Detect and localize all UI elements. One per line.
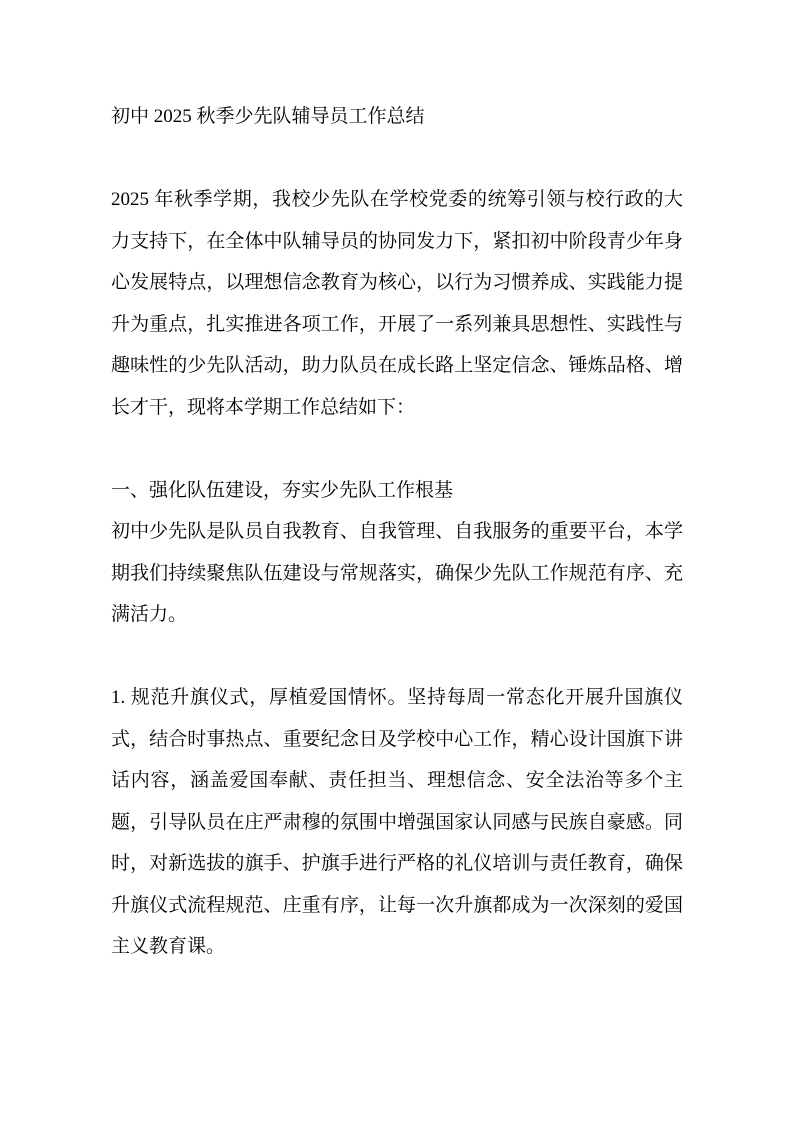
section1-item1-paragraph: 1. 规范升旗仪式，厚植爱国情怀。坚持每周一常态化开展升国旗仪式，结合时事热点、重要纪念日及学校中心工作，精心设计国旗下讲话内容，涵盖爱国奉献、责任担当、理想信念、安全法治等多个主题，引导队员在庄严肃穆的氛围中增强国家认同感与民族自豪感。同时，对新选拔的旗手、护旗手进行严格的礼仪培训与责任教育，确保升旗仪式流程规范、庄重有序，让每一次升旗都成为一次深刻的爱国主义教育课。: [111, 687, 683, 957]
section1-heading: 一、强化队伍建设，夯实少先队工作根基: [111, 479, 454, 501]
intro-paragraph: 2025 年秋季学期，我校少先队在学校党委的统筹引领与校行政的大力支持下，在全体中队辅导员的协同发力下，紧扣初中阶段青少年身心发展特点，以理想信念教育为核心，以行为习惯养成、实践能力提升为重点，扎实推进各项工作，开展了一系列兼具思想性、实践性与趣味性的少先队活动，助力队员在成长路上坚定信念、锤炼品格、增长才干，现将本学期工作总结如下：: [111, 189, 683, 418]
document-title: 初中 2025 秋季少先队辅导员工作总结: [111, 106, 425, 127]
section1-lead-paragraph: 初中少先队是队员自我教育、自我管理、自我服务的重要平台，本学期我们持续聚焦队伍建设与常规落实，确保少先队工作规范有序、充满活力。: [111, 521, 683, 625]
